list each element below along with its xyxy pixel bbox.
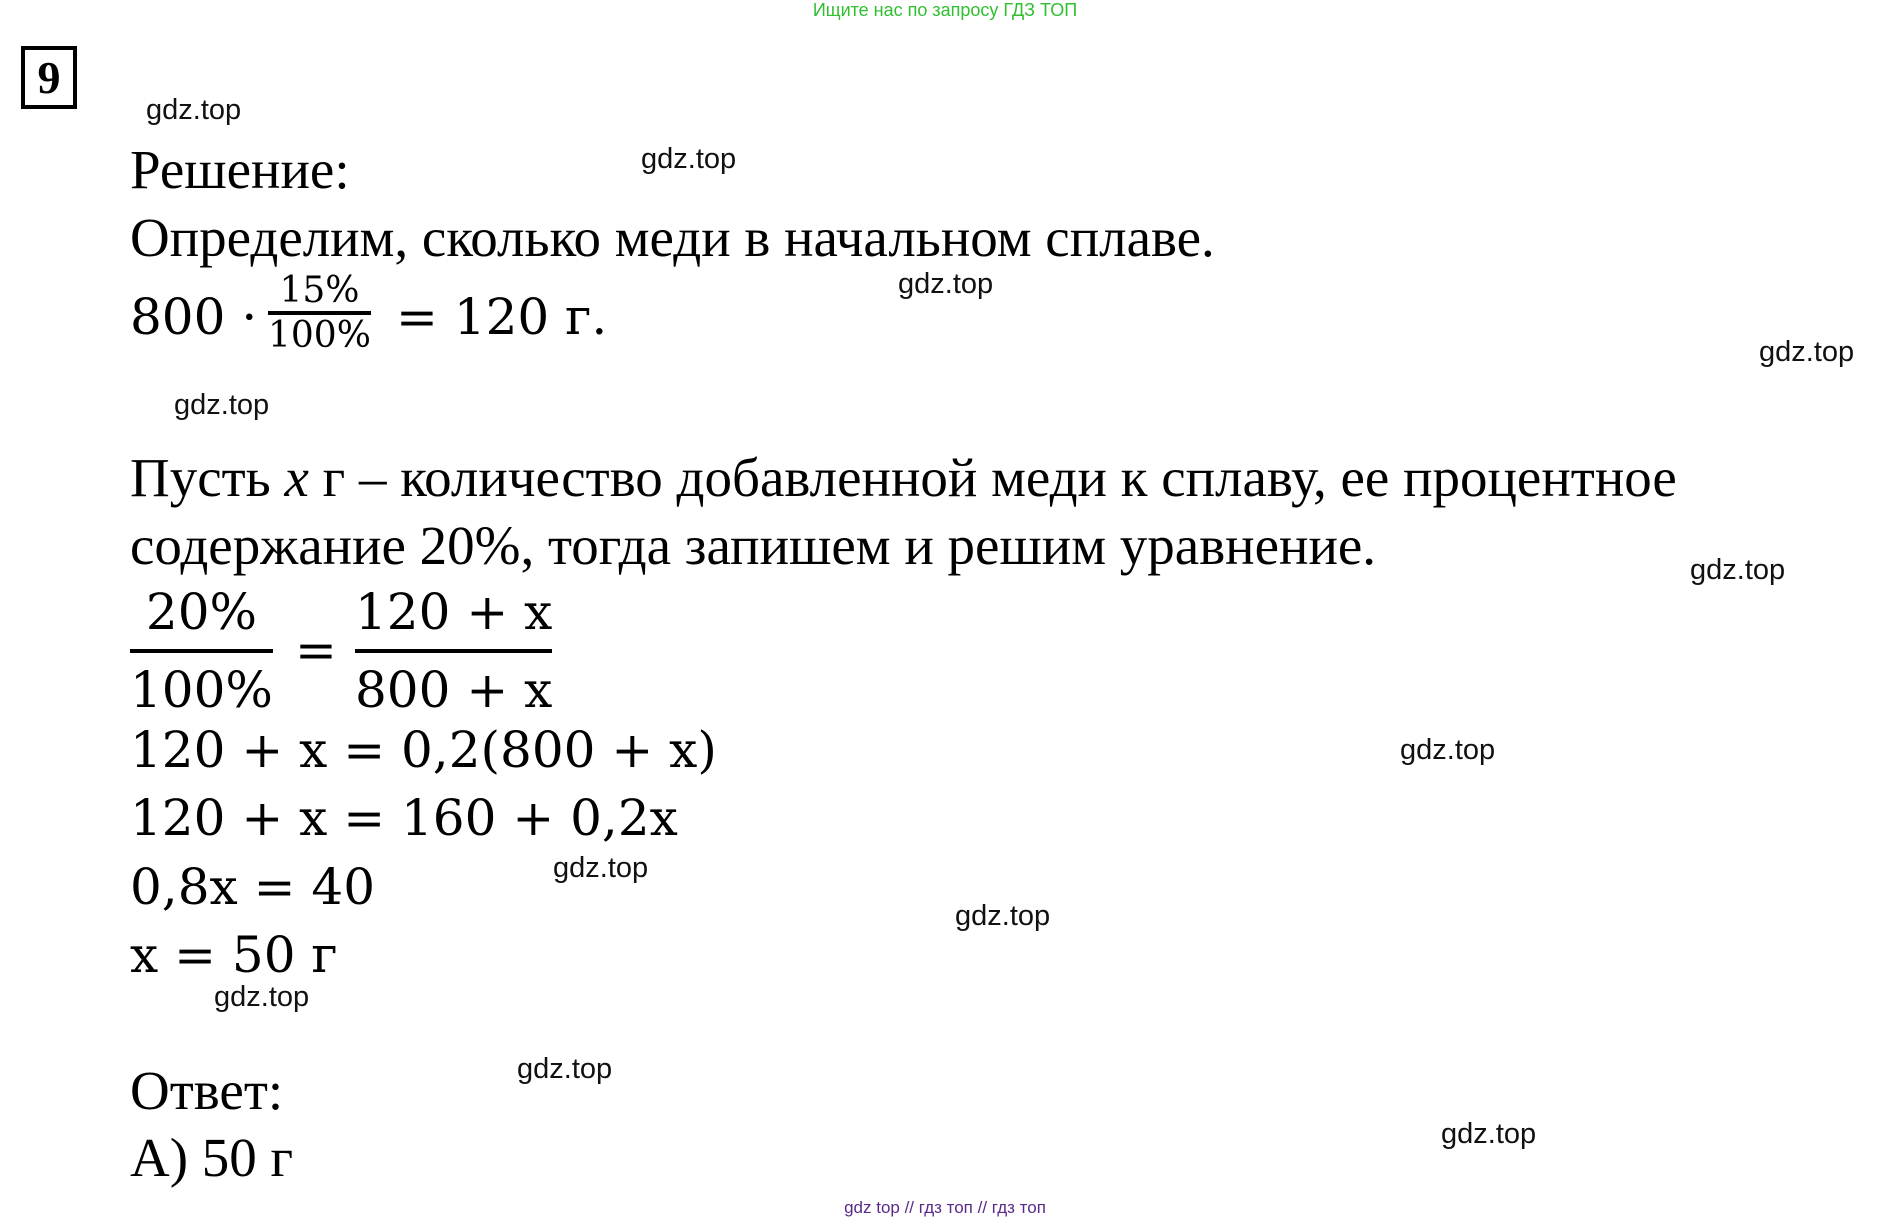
answer-heading: Ответ: bbox=[130, 1060, 284, 1121]
equation-6: x = 50 г bbox=[130, 926, 338, 984]
solution-line-3: содержание 20%, тогда запишем и решим уравнение. bbox=[130, 515, 1377, 576]
watermark: gdz.top bbox=[174, 389, 270, 421]
equation-3: 120 + x = 0,2(800 + x) bbox=[130, 721, 717, 779]
text-let: Пусть bbox=[130, 447, 271, 508]
watermark: gdz.top bbox=[1441, 1118, 1537, 1150]
watermark: gdz.top bbox=[517, 1053, 613, 1085]
equation-2-denominator-1: 100% bbox=[130, 661, 273, 719]
top-banner[interactable]: Ищите нас по запросу ГДЗ ТОП bbox=[812, 0, 1078, 20]
watermark: gdz.top bbox=[1759, 336, 1855, 368]
equation-1-numerator: 15% bbox=[279, 270, 360, 311]
fraction-bar bbox=[355, 649, 552, 653]
equation-4: 120 + x = 160 + 0,2x bbox=[130, 789, 678, 847]
watermark: gdz.top bbox=[214, 981, 310, 1013]
solution-heading: Решение: bbox=[130, 139, 350, 200]
task-number: 9 bbox=[21, 46, 77, 109]
solution-line-1: Определим, сколько меди в начальном сплаве. bbox=[130, 207, 1215, 268]
watermark: gdz.top bbox=[955, 900, 1051, 932]
bottom-links[interactable]: gdz top // гдз топ // гдз топ bbox=[844, 1198, 1046, 1217]
equation-5: 0,8x = 40 bbox=[130, 858, 376, 916]
answer-value: А) 50 г bbox=[130, 1127, 294, 1188]
watermark: gdz.top bbox=[898, 268, 994, 300]
solution-line-2 bbox=[130, 447, 1677, 508]
equation-1-fraction bbox=[268, 270, 371, 356]
equation-1-denominator: 100% bbox=[268, 315, 371, 356]
watermark: gdz.top bbox=[1690, 554, 1786, 586]
equation-2-left-fraction bbox=[130, 583, 273, 719]
fraction-bar bbox=[130, 649, 273, 653]
equation-2-right-fraction bbox=[355, 583, 552, 719]
watermark: gdz.top bbox=[1400, 734, 1496, 766]
watermark: gdz.top bbox=[641, 143, 737, 175]
equation-2-denominator-2: 800 + x bbox=[355, 661, 553, 719]
watermark: gdz.top bbox=[146, 94, 242, 126]
equation-2-numerator-2: 120 + x bbox=[355, 583, 553, 641]
equation-1-right: = 120 г. bbox=[396, 288, 608, 346]
equation-2-equals: = bbox=[295, 621, 337, 679]
equation-2-numerator-1: 20% bbox=[145, 583, 258, 641]
text-rest: г – количество добавленной меди к сплаву, ее процентное bbox=[322, 447, 1677, 508]
variable-x: x bbox=[284, 447, 309, 508]
equation-1-left: 800 · bbox=[130, 288, 258, 346]
watermark: gdz.top bbox=[553, 852, 649, 884]
